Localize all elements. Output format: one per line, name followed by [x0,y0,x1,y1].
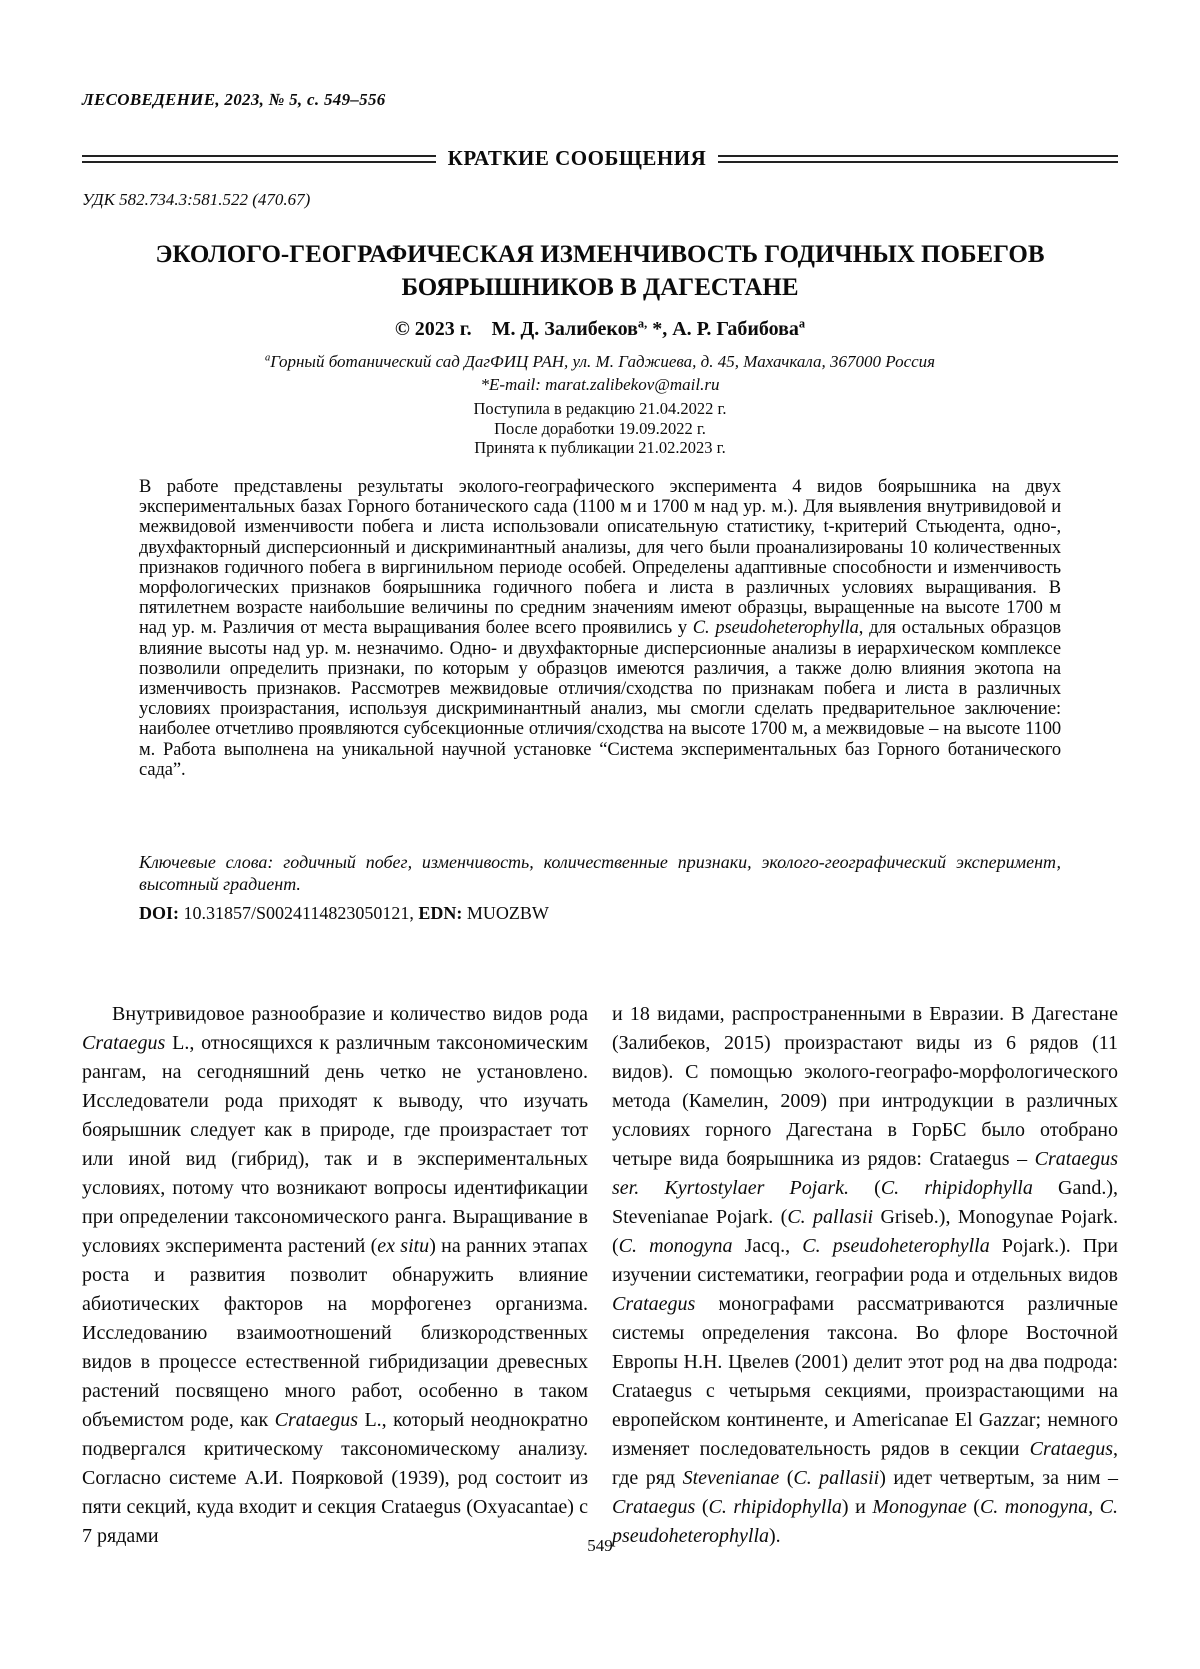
email-line: *E-mail: marat.zalibekov@mail.ru [480,375,720,394]
date-accepted: Принята к публикации 21.02.2023 г. [474,438,726,457]
section-banner-label: КРАТКИЕ СООБЩЕНИЯ [447,146,707,170]
article-title [0,238,1200,304]
doi-line: DOI: 10.31857/S0024114823050121, EDN: MUOZBW [139,903,549,923]
affiliation-line: $^a$Горный ботанический сад ДагФИЦ РАН, ул. М. Гаджиева, д. 45, Махачкала, 367000 Россия [264,352,936,371]
date-received: Поступила в редакцию 21.04.2022 г. [473,399,727,418]
banner-rule-right [718,155,1118,163]
article-title-line1: ЭКОЛОГО-ГЕОГРАФИЧЕСКАЯ ИЗМЕНЧИВОСТЬ ГОДИЧНЫХ ПОБЕГОВ [155,241,1045,268]
journal-header: ЛЕСОВЕДЕНИЕ, 2023, № 5, с. 549–556 [82,90,386,109]
body-columns [82,1000,1118,1551]
section-banner [82,146,1118,171]
abstract-text: В работе представлены результаты эколого-географического эксперимента 4 видов боярышника на двух экспериментальных базах Горного ботанического сада (1100 м и 1700 м над ур. м.). Для выявления внутривидовой и межвидовой изменчивости побега и листа использовали описательную статистику, t-критерий Стьюдента, одно-, двухфакторный дисперсионный и дискриминантный анализы, для чего были проанализированы 10 количественных признаков годичного побега в виргинильном периоде особей. Определены адаптивные способности и изменчивость морфологических признаков боярышника годичного побега и листа в различных условиях выращивания. В пятилетнем возрасте наибольшие величины по средним значениям имеют образцы, выращенные на высоте 1700 м над ур. м. Различия от места выращивания более всего проявились у C. pseudoheterophylla, для остальных образцов влияние высоты над ур. м. незначимо. Одно- и двухфакторные дисперсионные анализы в иерархическом комплексе позволили определить признаки, по которым у образцов имеются различия, а также долю влияния экотопа на изменчивость признаков. Рассмотрев межвидовые отличия/сходства по признакам побега и листа в различных условиях произрастания, используя дискриминантный анализ, мы смогли сделать предварительное заключение: наиболее отчетливо проявляются субсекционные отличия/сходства на высоте 1700 м, а межвидовые – на высоте 1100 м. Работа выполнена на уникальной научной установке “Система экспериментальных баз Горного ботанического сада”. [139,477,1061,780]
article-title-line2: БОЯРЫШНИКОВ В ДАГЕСТАНЕ [401,274,799,301]
authors-line: © 2023 г. М. Д. Залибеков$^{a,}$ *, А. Р. Габибова$^a$ [394,316,806,340]
page-number: 549 [587,1536,613,1555]
body-column-left: Внутривидовое разнообразие и количество видов рода Crataegus L., относящихся к различным таксономическим рангам, на сегодняшний день четко не установлено. Исследователи рода приходят к выводу, что изучать боярышник следует как в природе, где произрастает тот или иной вид (гибрид), так и в экспериментальных условиях, потому что возникают вопросы идентификации при определении таксономического ранга. Выращивание в условиях эксперимента растений (ex situ) на ранних этапах роста и развития позволит обнаружить влияние абиотических факторов на морфогенез организма. Исследованию взаимоотношений близкородственных видов в процессе естественной гибридизации древесных растений посвящено много работ, особенно в таком объемистом роде, как Crataegus L., который неоднократно подвергался критическому таксономическому анализу. Согласно системе А.И. Поярковой (1939), род состоит из пяти секций, куда входит и секция Crataegus (Oxyacantae) с 7 рядами [82,1003,589,1547]
banner-rule-left [82,155,436,163]
date-revised: После доработки 19.09.2022 г. [494,418,706,438]
udc-code: УДК 582.734.3:581.522 (470.67) [82,190,311,209]
keywords-line: Ключевые слова: годичный побег, изменчивость, количественные признаки, эколого-географический эксперимент, высотный градиент. [139,852,1061,894]
body-column-right: и 18 видами, распространенными в Евразии. В Дагестане (Залибеков, 2015) произрастают виды из 6 рядов (11 видов). С помощью эколого-географо-морфологического метода (Камелин, 2009) при интродукции в различных условиях горного Дагестана в ГорБС было отобрано четыре вида боярышника из рядов: Crataegus – Crataegus ser. Kyrtostylaer Pojark. (C. rhipidophylla Gand.), Stevenianae Pojark. (C. pallasii Griseb.), Monogynae Pojark. (C. monogyna Jacq., C. pseudoheterophylla Pojark.). При изучении систематики, географии рода и отдельных видов Crataegus монографами рассматриваются различные системы определения таксона. Во флоре Восточной Европы Н.Н. Цвелев (2001) делит этот род на два подрода: Crataegus с четырьмя секциями, произрастающими на европейском континенте, и Americanae El Gazzar; немного изменяет последовательность рядов в секции Crataegus, где ряд Stevenianae (C. pallasii) идет четвертым, за ним – Crataegus (C. rhipidophylla) и Monogynae (C. monogyna, C. pseudoheterophylla). [612,1003,1119,1547]
submission-dates [0,399,1200,458]
